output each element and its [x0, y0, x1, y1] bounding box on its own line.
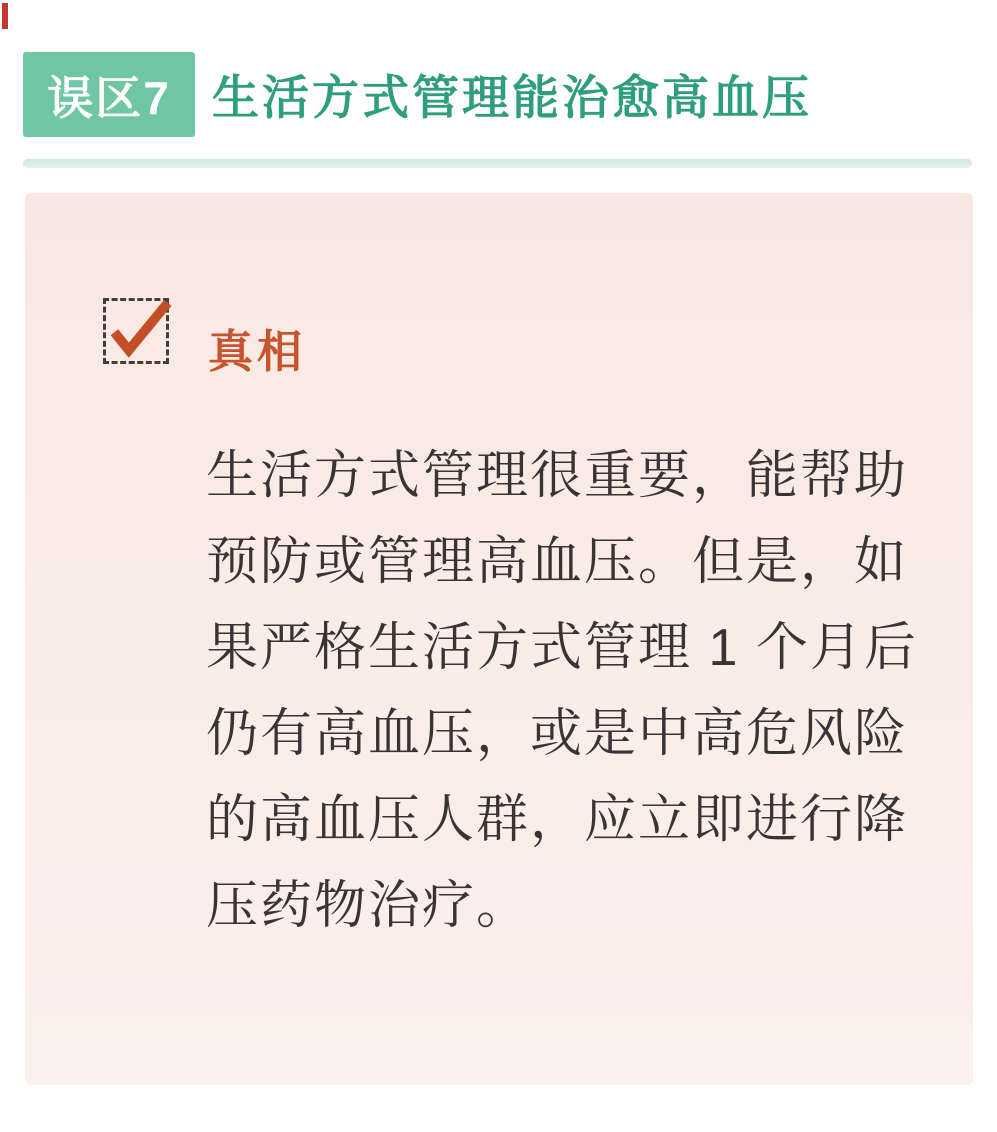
checkbox: [103, 298, 169, 364]
truth-panel: [25, 193, 973, 1085]
truth-body-line: 生活方式管理很重要，能帮助: [206, 447, 909, 505]
corner-mark: [2, 3, 8, 29]
page-title: 生活方式管理能治愈高血压: [212, 71, 812, 124]
truth-body-line: 预防或管理高血压。但是，如: [206, 533, 909, 591]
truth-body-line: 果严格生活方式管理 1 个月后: [206, 619, 918, 677]
myth-badge: [23, 52, 195, 137]
header-divider: [23, 159, 972, 168]
truth-body-line: 的高血压人群，应立即进行降: [206, 791, 909, 849]
truth-body-line: 压药物治疗。: [206, 877, 531, 935]
truth-label: 真相: [208, 326, 307, 377]
truth-body-line: 仍有高血压，或是中高危风险: [206, 705, 909, 763]
myth-badge-label: 误区7: [47, 71, 171, 124]
truth-body: [206, 433, 936, 949]
check-icon: [106, 301, 166, 361]
